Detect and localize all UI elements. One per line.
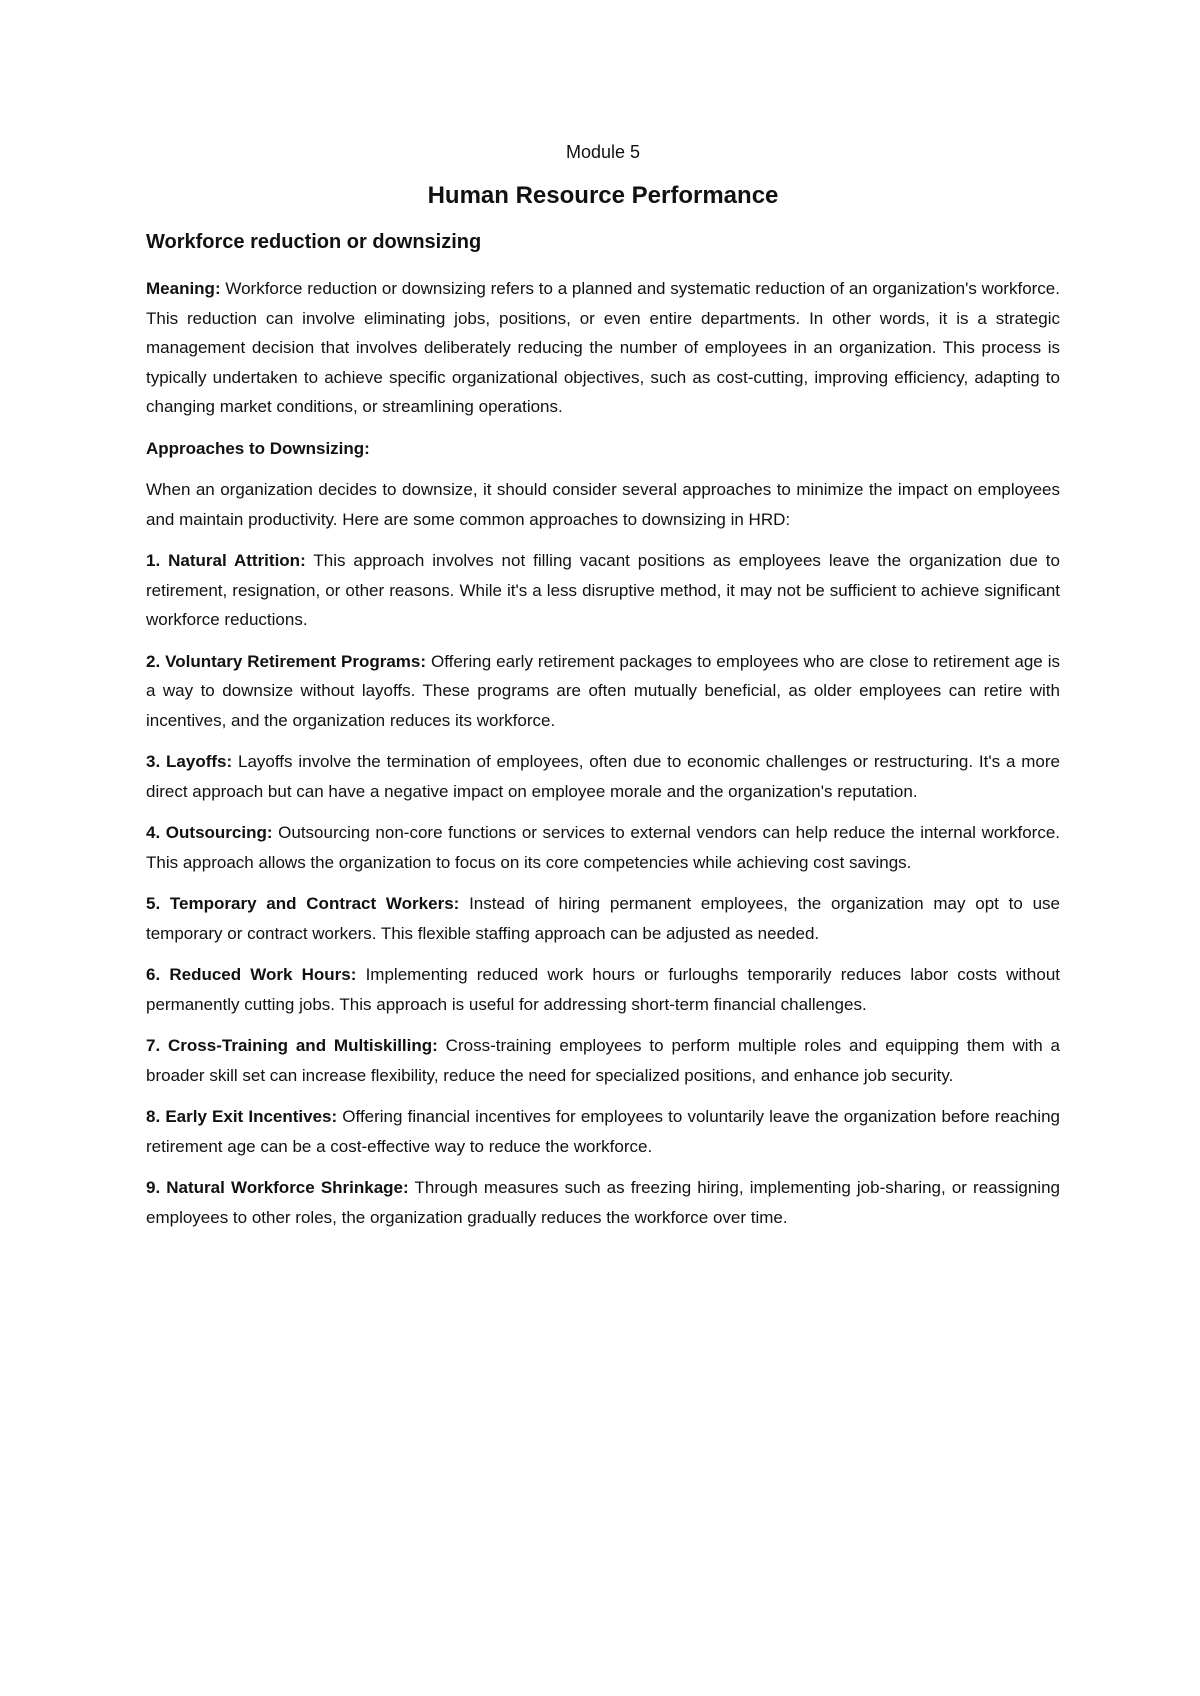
approach-item-workforce-shrinkage xyxy=(146,1173,1060,1232)
approach-text: Through measures such as freezing hiring, implementing job-sharing, or reassigning employees to other roles, the organization gradually reduces the workforce over time. xyxy=(146,1178,1060,1227)
approach-text: Offering early retirement packages to employees who are close to retirement age is a way to downsize without layoffs. These programs are often mutually beneficial, as older employees can retire with incentives, and the organization reduces its workforce. xyxy=(146,651,1060,730)
meaning-text: Workforce reduction or downsizing refers to a planned and systematic reduction of an organization's workforce. This reduction can involve eliminating jobs, positions, or even entire departments. In other words, it is a strategic management decision that involves deliberately reducing the number of employees in an organization. This process is typically undertaken to achieve specific organizational objectives, such as cost-cutting, improving efficiency, adapting to changing market conditions, or streamlining operations. xyxy=(146,279,1060,416)
section-heading: Workforce reduction or downsizing xyxy=(146,231,482,253)
approach-text: Layoffs involve the termination of employees, often due to economic challenges or restructuring. It's a more direct approach but can have a negative impact on employee morale and the organization's reputation. xyxy=(146,752,1060,801)
approach-item-reduced-hours xyxy=(146,960,1060,1019)
approach-label: 6. Reduced Work Hours: xyxy=(146,965,357,984)
approaches-heading: Approaches to Downsizing: xyxy=(146,438,370,458)
document-page xyxy=(146,140,1060,1244)
approach-item-layoffs xyxy=(146,747,1060,806)
approach-item-natural-attrition xyxy=(146,546,1060,635)
approach-text: Offering financial incentives for employees to voluntarily leave the organization before reaching retirement age can be a cost-effective way to reduce the workforce. xyxy=(146,1107,1060,1156)
approach-label: 2. Voluntary Retirement Programs: xyxy=(146,651,427,671)
module-label: Module 5 xyxy=(565,142,641,162)
meaning-label: Meaning: xyxy=(146,279,221,298)
approach-item-outsourcing xyxy=(146,818,1060,877)
meaning-paragraph xyxy=(146,274,1060,422)
approach-text: Implementing reduced work hours or furloughs temporarily reduces labor costs without permanently cutting jobs. This approach is useful for addressing short-term financial challenges. xyxy=(146,965,1060,1014)
approach-label: 1. Natural Attrition: xyxy=(146,551,306,570)
approach-text: Outsourcing non-core functions or services to external vendors can help reduce the internal workforce. This approach allows the organization to focus on its core competencies while achieving cost savings. xyxy=(146,823,1060,872)
approach-label: 9. Natural Workforce Shrinkage: xyxy=(146,1178,409,1197)
approach-label: 3. Layoffs: xyxy=(146,752,233,771)
approach-label: 4. Outsourcing: xyxy=(146,823,273,842)
document-title: Human Resource Performance xyxy=(427,182,779,209)
approach-text: Cross-training employees to perform multiple roles and equipping them with a broader skill set can increase flexibility, reduce the need for specialized positions, and enhance job security. xyxy=(146,1036,1061,1085)
approach-item-temporary-contract xyxy=(146,889,1060,948)
approach-label: 8. Early Exit Incentives: xyxy=(146,1107,338,1126)
approach-text: Instead of hiring permanent employees, the organization may opt to use temporary or contract workers. This flexible staffing approach can be adjusted as needed. xyxy=(146,894,1060,943)
approach-item-voluntary-retirement xyxy=(146,647,1060,736)
approach-label: 5. Temporary and Contract Workers: xyxy=(146,894,460,913)
approach-item-cross-training xyxy=(146,1031,1060,1090)
approach-item-early-exit xyxy=(146,1102,1060,1161)
approach-text: This approach involves not filling vacant positions as employees leave the organization due to retirement, resignation, or other reasons. While it's a less disruptive method, it may not be sufficient to achieve significant workforce reductions. xyxy=(146,551,1060,629)
approach-label: 7. Cross-Training and Multiskilling: xyxy=(146,1036,438,1055)
approaches-intro: When an organization decides to downsize, it should consider several approaches to minimize the impact on employees and maintain productivity. Here are some common approaches to downsizing in HRD: xyxy=(146,480,1060,529)
